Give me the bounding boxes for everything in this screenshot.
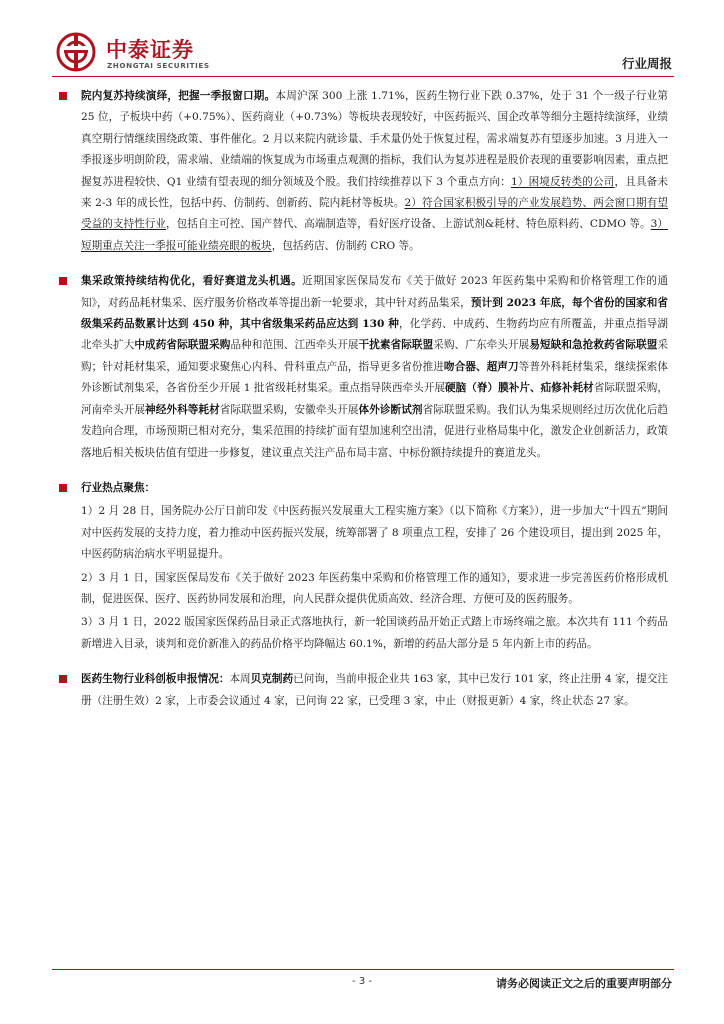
section-procurement-policy bbox=[58, 271, 668, 464]
bullet-square-icon bbox=[59, 277, 67, 285]
bold-text: 贝克制药 bbox=[250, 673, 294, 686]
hotspot-item: 3）3 月 1 日，2022 版国家医保药品目录正式落地执行，新一轮国谈药品开始正式踏上市场终端之旅。本次共有 111 个药品新增进入目录，谈判和竞价新准入的药品价格平均降幅达 60.1%，新增的药品大部分是 5 年内新上市的药品。 bbox=[81, 616, 668, 650]
section-heading: 集采政策持续结构优化，看好赛道龙头机遇。 bbox=[81, 275, 303, 288]
bold-text: 中成药省际联盟采购 bbox=[134, 339, 231, 352]
section-text: 省际联盟采购。我们认为集采规则经过历次优化后趋发趋向合理，市场预期已相对充分，集采范围的持续扩面有望加速利空出清，促进行业格局集中化，激发企业创新活力，政策落地后相关板块估值有望进一步修复，建议重点关注产品布局丰富、中标份额持续提升的赛道龙头。 bbox=[81, 403, 669, 459]
section-industry-hotspots bbox=[58, 478, 668, 655]
company-name-cn: 中泰证券 bbox=[106, 38, 194, 62]
bold-text: 体外诊断试剂 bbox=[358, 403, 423, 416]
section-heading: 医药生物行业科创板申报情况： bbox=[81, 673, 230, 686]
underlined-text: 1）困境反转类的公司 bbox=[510, 175, 615, 188]
underlined-text: 2）符合国家积极引导的产业发展趋势、两会窗口期有望受益的支持性行业 bbox=[81, 197, 668, 231]
hotspot-item: 1）2 月 28 日，国务院办公厅日前印发《中医药振兴发展重大工程实施方案》（以下简称《方案》），进一步加大“十四五”期间对中医药发展的支持力度，着力推动中医药振兴发展，统筹部署了 8 项重点工程，安排了 26 个建设项目，提出到 2025 年，中医药防病治病水平明显提升。 bbox=[81, 505, 668, 561]
bullet-square-icon bbox=[59, 92, 67, 100]
section-text: ，包括药店、仿制药 CRO 等。 bbox=[271, 239, 420, 252]
report-type: 行业周报 bbox=[621, 56, 672, 71]
section-text: 省际联盟采购，河南牵头开展 bbox=[81, 382, 669, 416]
section-text: 省际联盟采购，安徽牵头开展 bbox=[219, 403, 359, 416]
section-star-market-filings bbox=[58, 669, 668, 712]
header-divider bbox=[52, 76, 674, 77]
footer-divider bbox=[52, 969, 674, 970]
bold-text: 易短缺和急抢救药省际联盟 bbox=[529, 339, 658, 352]
bold-text: 预计到 2023 年底，每个省份的国家和省级集采药品数累计达到 450 种，其中省级集采药品应达到 130 种 bbox=[81, 296, 668, 331]
bold-text: 干扰素省际联盟 bbox=[358, 339, 434, 352]
bold-text: 吻合器、超声刀 bbox=[443, 360, 519, 373]
report-body bbox=[58, 86, 668, 712]
section-text: 已问询，当前申报企业共 163 家，其中已发行 101 家，终止注册 4 家，提交注册（注册生效）2 家，上市委会议通过 4 家，已问询 22 家，已受理 3 家，中止（财报更新）4 家，终止状态 27 家。 bbox=[81, 673, 669, 707]
section-text: 近期国家医保局发布《关于做好 2023 年医药集中采购和价格管理工作的通知》，对药品耗材集采、医疗服务价格改革等提出新一轮要求，其中针对药品集采， bbox=[81, 275, 668, 309]
section-heading bbox=[81, 478, 668, 499]
section-text: 采购、广东牵头开展 bbox=[433, 339, 530, 352]
section-text: 本周 bbox=[229, 673, 251, 686]
footer-disclaimer: 请务必阅读正文之后的重要声明部分 bbox=[496, 977, 672, 990]
section-text: ，包括自主可控、国产替代、高端制造等，看好医疗设备、上游试剂&耗材、特色原料药、CDMO 等。 bbox=[166, 218, 651, 231]
page-header bbox=[52, 26, 674, 74]
hotspot-item: 2）3 月 1 日，国家医保局发布《关于做好 2023 年医药集中采购和价格管理工作的通知》，要求进一步完善医药价格形成机制，促进医保、医疗、医药协同发展和治理，向人民群众提供优质高效、经济合理、方便可及的医药服务。 bbox=[81, 571, 668, 605]
bullet-square-icon bbox=[59, 675, 67, 683]
bold-text: 神经外科等耗材 bbox=[145, 403, 220, 416]
page-number: - 3 - bbox=[352, 976, 372, 987]
section-text: 品种和范围、江西牵头开展 bbox=[230, 339, 359, 352]
hotspots-title: 行业热点聚焦： bbox=[81, 481, 156, 494]
section-hospital-recovery bbox=[58, 86, 668, 257]
section-text: 本周沪深 300 上涨 1.71%，医药生物行业下跌 0.37%，处于 31 个一级子行业第 25 位，子板块中药（+0.75%）、医药商业（+0.73%）等板块表现较好，中医药振兴、国企改革等细分主题持续演绎，业绩真空期行情继续围绕政策、事件催化。2 月以来院内就诊量、手术量仍处于恢复过程，需求端复苏有望逐步加速。3 月进入一季报逐步明朗阶段，需求端、业绩端的恢复成为市场重点观测的指标，我们认为复苏进程是股价表现的重要影响因素，重点把握复苏进程较快、Q1 业绩有望表现的细分领域及个股。我们持续推荐以下 3 个重点方向： bbox=[81, 90, 669, 188]
section-text: ，化学药、中成药、生物药均应有所覆盖，并重点指导湖北牵头扩大 bbox=[81, 318, 668, 352]
company-name-en: ZHONGTAI SECURITIES bbox=[107, 61, 210, 70]
bold-text: 硬脑（脊）膜补片、疝修补耗材 bbox=[445, 382, 594, 395]
bullet-square-icon bbox=[59, 484, 67, 492]
zhongtai-logo-icon bbox=[56, 32, 96, 72]
section-text: 采购；针对耗材集采，通知要求聚焦心内科、骨科重点产品，指导更多省份推进 bbox=[81, 339, 669, 373]
section-text: 等普外科耗材集采，继续探索体外诊断试剂集采，各省份至少开展 1 批省级耗材集采。重点指导陕西牵头开展 bbox=[81, 360, 668, 395]
section-text: ，且具备未来 2-3 年的成长性，包括中药、仿制药、创新药、院内耗材等板块。 bbox=[81, 175, 669, 210]
section-heading: 院内复苏持续演绎，把握一季报窗口期。 bbox=[81, 90, 276, 102]
underlined-text: 3）短期重点关注一季报可能业绩亮眼的板块 bbox=[81, 218, 668, 252]
